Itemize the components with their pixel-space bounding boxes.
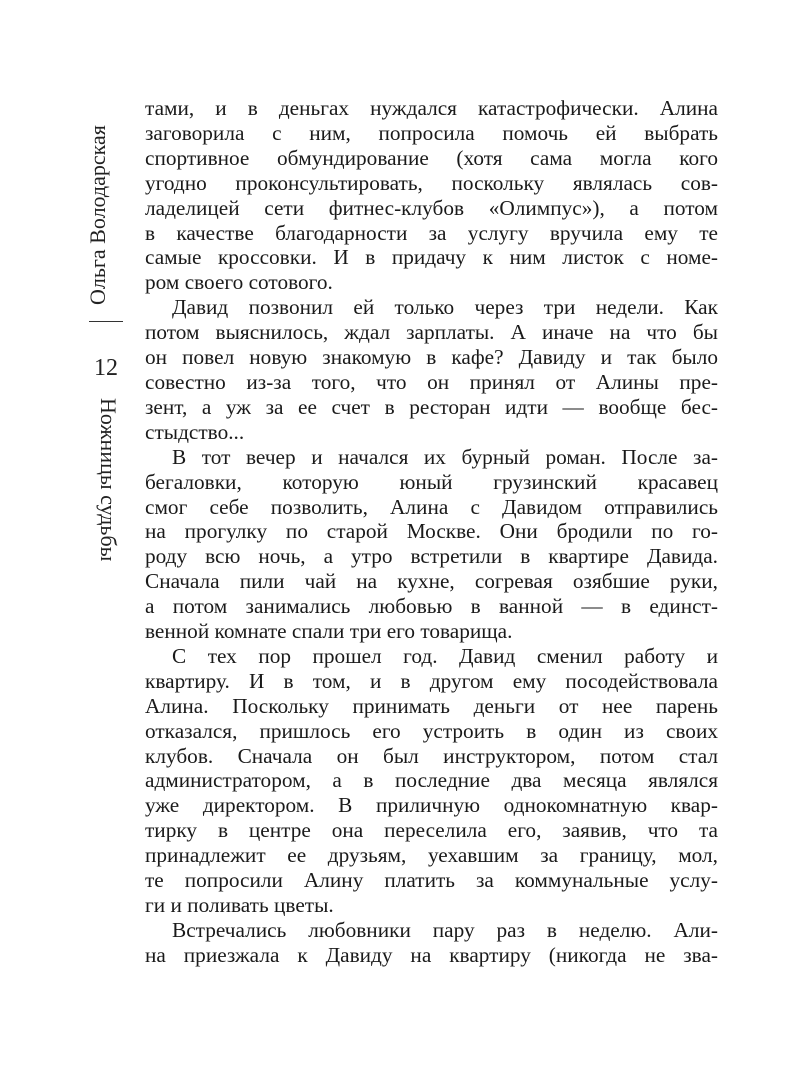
text-line: Встречались любовники пару раз в неделю. Али-	[172, 917, 718, 942]
text-line: самые кроссовки. И в придачу к ним листок с номе-	[145, 245, 718, 270]
text-line: ладелицей сети фитнес-клубов «Олимпус»), а потом	[145, 195, 718, 220]
page-number: 12	[94, 355, 118, 381]
text-line: роду всю ночь, а утро встретили в квартире Давида.	[145, 544, 718, 569]
text-line: стыдство...	[145, 419, 245, 444]
text-line: в качестве благодарности за услугу вручила ему те	[145, 220, 718, 245]
running-header-book-title: Ножницы судьбы	[96, 398, 121, 562]
text-line: а потом занимались любовью в ванной — в единст-	[145, 594, 718, 619]
text-line: угодно проконсультировать, поскольку являлась сов-	[145, 170, 718, 195]
text-line: на прогулку по старой Москве. Они бродили по го-	[145, 519, 718, 544]
text-line: уже директором. В приличную однокомнатную квар-	[145, 793, 718, 818]
paragraph	[145, 96, 718, 295]
text-line: он повел новую знакомую в кафе? Давиду и так было	[145, 345, 718, 370]
text-line: спортивное обмундирование (хотя сама могла кого	[145, 145, 718, 170]
text-line: те попросили Алину платить за коммунальные услу-	[145, 868, 718, 893]
text-line: клубов. Сначала он был инструктором, потом стал	[145, 743, 718, 768]
text-line: Давид позвонил ей только через три недели. Как	[172, 295, 718, 320]
paragraph	[145, 295, 718, 444]
text-line: В тот вечер и начался их бурный роман. После за-	[172, 444, 718, 469]
text-line: С тех пор прошел год. Давид сменил работу и	[172, 643, 718, 668]
text-line: тирку в центре она переселила его, заявив, что та	[145, 818, 718, 843]
text-line: смог себе позволить, Алина с Давидом отправились	[145, 494, 718, 519]
text-line: отказался, пришлось его устроить в один из своих	[145, 718, 718, 743]
text-line: Алина. Поскольку принимать деньги от нее парень	[145, 693, 718, 718]
text-line: тами, и в деньгах нуждался катастрофически. Алина	[145, 96, 718, 120]
text-line: зент, а уж за ее счет в ресторан идти — вообще бес-	[145, 394, 718, 419]
text-line: совестно из-за того, что он принял от Алины пре-	[145, 369, 718, 394]
text-line: ром своего сотового.	[145, 270, 333, 295]
text-line: бегаловки, которую юный грузинский красавец	[145, 469, 718, 494]
text-line: венной комнате спали три его товарища.	[145, 619, 513, 644]
paragraph	[145, 445, 718, 644]
text-line: на приезжала к Давиду на квартиру (никогда не зва-	[145, 942, 718, 967]
paragraph	[145, 644, 718, 918]
header-divider	[89, 321, 123, 322]
text-line: Сначала пили чай на кухне, согревая озябшие руки,	[145, 569, 718, 594]
text-line: ги и поливать цветы.	[145, 893, 334, 917]
text-line: квартиру. И в том, и в другом ему посодействовала	[145, 668, 718, 693]
text-line: администратором, а в последние два месяца являлся	[145, 768, 718, 793]
paragraph	[145, 918, 718, 968]
text-line: потом выяснилось, ждал зарплаты. А иначе на что бы	[145, 320, 718, 345]
body-text	[145, 96, 718, 968]
running-header-author: Ольга Володарская	[85, 125, 110, 305]
text-line: принадлежит ее друзьям, уехавшим за границу, мол,	[145, 843, 718, 868]
text-line: заговорила с ним, попросила помочь ей выбрать	[145, 120, 718, 145]
